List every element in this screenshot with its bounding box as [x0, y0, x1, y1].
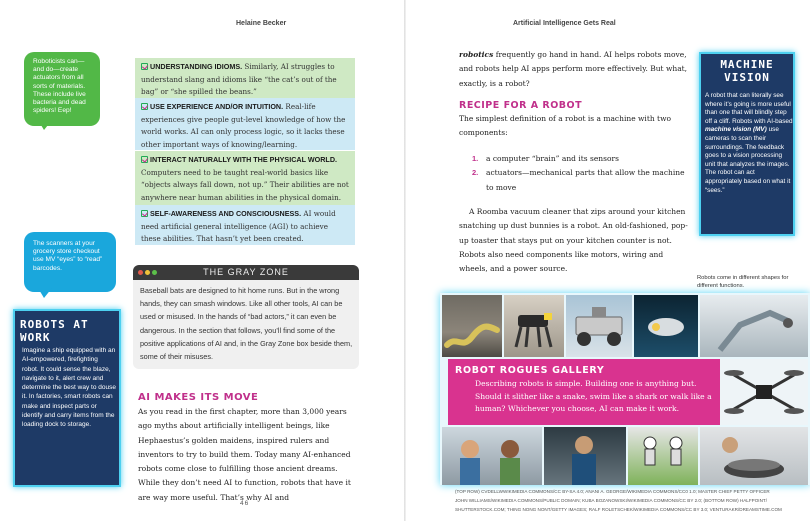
photo-drone — [720, 359, 808, 425]
idiom-heading: SELF-AWARENESS AND CONSCIOUSNESS. — [150, 209, 302, 218]
photo-caption: Robots come in different shapes for different functions. — [697, 275, 789, 289]
intro-bold-term: robotics — [459, 50, 494, 59]
idiom-card — [135, 205, 355, 245]
snake-robot-icon — [442, 295, 502, 357]
drone-icon — [720, 359, 808, 425]
section-title-ai-moves: AI MAKES ITS MOVE — [138, 392, 259, 403]
book-spine — [404, 0, 406, 521]
idiom-heading: INTERACT NATURALLY WITH THE PHYSICAL WORLD. — [150, 155, 338, 164]
idiom-text: Computers need to be taught real-world basics like “objects always fall down, not up.” Their abilities are not anywhere near human abilities in the physical domain. — [141, 167, 349, 202]
gallery-title: ROBOT ROGUES GALLERY — [455, 365, 605, 376]
fact-bubble-green — [24, 52, 100, 126]
running-head-left: Helaine Becker — [236, 20, 287, 27]
list-number: 1. — [472, 154, 479, 163]
list-item — [472, 152, 694, 166]
idiom-heading: UNDERSTANDING IDIOMS. — [150, 62, 243, 71]
machine-vision-title: MACHINE VISION — [720, 58, 774, 84]
section-title-recipe: RECIPE FOR A ROBOT — [459, 100, 583, 111]
idiom-heading: USE EXPERIENCE AND/OR INTUITION. — [150, 102, 284, 111]
photo-quadruped-robot — [504, 295, 564, 357]
underwater-robot-icon — [634, 295, 698, 357]
intro-text: frequently go hand in hand. AI helps robots move, and robots help AI apps perform more effectively. But what, exactly, is a robot? — [459, 50, 688, 88]
robot-arm-icon — [700, 295, 808, 357]
intro-paragraph — [459, 48, 689, 91]
running-head-right: Artificial Intelligence Gets Real — [513, 20, 616, 27]
checkbox-icon — [141, 103, 148, 110]
section-body-ai-moves: As you read in the first chapter, more than 3,000 years ago myths about artificially intelligent beings, like Hephaestus’s golden maidens, inspired rulers and inventors to try to build them. Today many AI-enhanced robots come close to fulfilling those ancient dreams. While they don’t need AI to function, robots that have it are way more useful. That’s why AI and — [138, 407, 351, 502]
photo-kids-building-robot — [442, 427, 542, 485]
page-number-left: 46 — [240, 500, 250, 507]
student-icon — [544, 427, 626, 485]
idiom-text: Similarly, AI struggles to understand slang and idioms like “the cat’s out of the bag” or “she spilled the beans.” — [141, 62, 337, 96]
component-list — [472, 152, 694, 195]
credit-line: SHUTTERSTOCK.COM; THING NONG NONT/GETTY IMAGES; RALF ROLETSCHEK/WIKIMEDIA COMMONS/CC BY 3.0; VENTURAKR/DREAMSTIME.COM — [455, 507, 782, 512]
mv-text-1: A robot that can literally see where it’s going is more useful than one that will blindly step off a cliff. Robots with AI-based — [705, 92, 793, 125]
fact-bubble-green-text: Roboticists can—and do—create actuators from all sorts of materials. These include live bacteria and dead spiders! Eep! — [33, 58, 86, 115]
idiom-card — [135, 151, 355, 205]
gray-zone-body: Baseball bats are designed to hit home runs. But in the wrong hands, they can smash windows. Like all other tools, AI can be used or misused. In the hands of “bad actors,” it can even be dangerous. In the section that follows, you’ll find some of the positive applications of AI and, in the Gray Zone box beside them, some of their misuses. — [140, 286, 353, 362]
photo-underwater-robot — [634, 295, 698, 357]
idiom-card — [135, 98, 355, 150]
mv-text-2: use cameras to scan their surroundings. The feedback goes to a vision processing unit that analyzes the images. The robot can act appropriately based on what it “sees.” — [705, 126, 791, 194]
credit-line: JOHN WILLIAMS/WIKIMEDIA COMMONS/PUBLIC DOMAIN; KUBA BOZANOWSKI/WIKIMEDIA COMMONS/CC BY 2.0; (BOTTOM ROW) HALFPOINT/ — [455, 498, 767, 503]
credit-line: (TOP ROW) CVDELLWWIKIMEDIA COMMONS/CC BY-SA 4.0; ANANI A. GEORGE/WIKIMEDIA COMMONS/CC0 1.0; MASTER CHIEF PETTY OFFICER — [455, 489, 770, 494]
fact-bubble-blue — [24, 232, 116, 292]
idiom-card — [135, 58, 355, 98]
dog-robot-icon — [504, 295, 564, 357]
machine-vision-body — [705, 92, 793, 195]
fact-bubble-blue-text: The scanners at your grocery store checkout use MV “eyes” to “read” barcodes. — [33, 240, 103, 272]
idiom-text: AI would need artificial general intelligence (AGI) to achieve these abilities. That hasn’t yet been created. — [141, 209, 336, 243]
idiom-text: Real-life experiences give people gut-level knowledge of how the world works. AI can only process logic, so it lacks these other important ways of knowing/learning. — [141, 102, 346, 149]
humanoid-robot-icon — [628, 427, 698, 485]
children-icon — [442, 427, 542, 485]
photo-student-robot — [544, 427, 626, 485]
list-item — [472, 166, 694, 195]
robots-at-work-body: Imagine a ship equipped with an AI-empowered, firefighting robot. It could sense the blaze, navigate to it, alert crew and determine the best way to douse it. In factories, smart robots can make and inspect parts or identify and carry items from the loading dock to storage. — [22, 347, 116, 429]
rover-robot-icon — [566, 295, 632, 357]
photo-humanoid-robots — [628, 427, 698, 485]
robots-at-work-title: ROBOTS AT WORK — [20, 318, 89, 344]
photo-credits — [455, 487, 800, 514]
mv-term: machine vision (MV) — [705, 126, 767, 134]
photo-arm-robot — [700, 295, 808, 357]
bubble-tail — [38, 120, 52, 130]
list-text: a computer “brain” and its sensors — [486, 154, 619, 163]
photo-snake-robot — [442, 295, 502, 357]
checkbox-icon — [141, 63, 148, 70]
gray-zone-title: THE GRAY ZONE — [203, 267, 289, 277]
photo-wheeled-robot — [566, 295, 632, 357]
gallery-body: Describing robots is simple. Building one is anything but. Should it slither like a snake, swim like a shark or walk like a human? Whichever you choose, AI can make it work. — [475, 379, 712, 414]
recipe-body: The simplest definition of a robot is a machine with two components: — [459, 114, 672, 138]
roomba-paragraph: A Roomba vacuum cleaner that zips around your kitchen snatching up dust bunnies is a robot. An old-fashioned, pop-up toaster that stays put on your kitchen counter is not. Robots also need components like motors, wiring and wheels, and a power source. — [459, 207, 688, 274]
photo-vacuum-robot — [700, 427, 808, 485]
checkbox-icon — [141, 210, 148, 217]
list-number: 2. — [472, 168, 479, 178]
bubble-tail — [38, 288, 52, 298]
list-text: actuators—mechanical parts that allow the machine to move — [486, 168, 685, 192]
checkbox-icon — [141, 156, 148, 163]
vacuum-robot-icon — [700, 427, 808, 485]
